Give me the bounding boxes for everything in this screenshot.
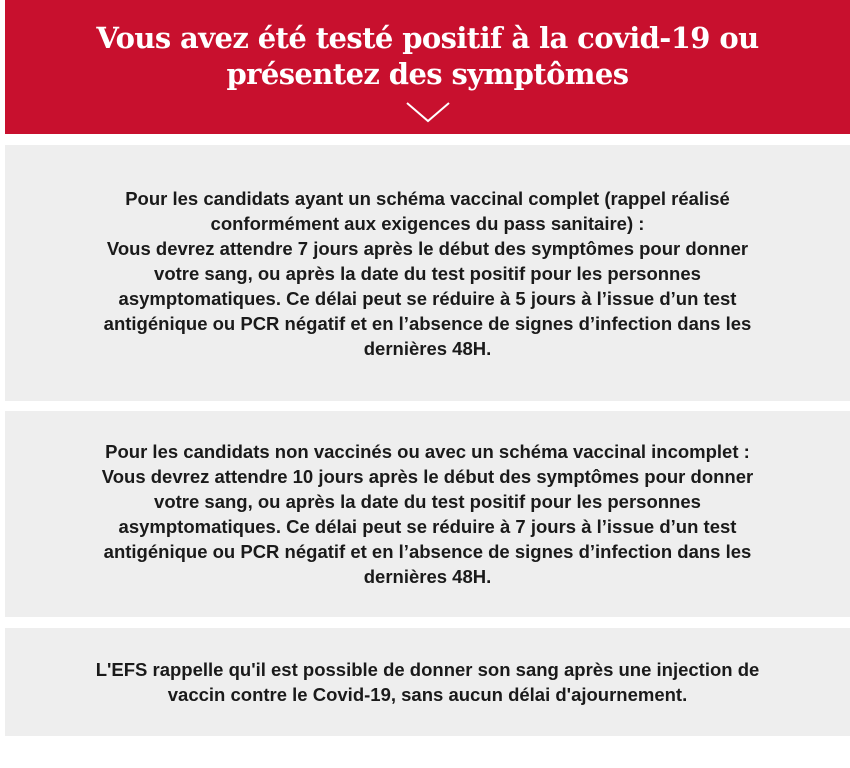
text-line: asymptomatiques. Ce délai peut se réduire à 7 jours à l’issue d’un test	[118, 516, 737, 537]
info-text	[102, 439, 753, 589]
info-card-efs-reminder	[5, 628, 850, 736]
text-line: dernières 48H.	[363, 337, 492, 359]
title-line: Vous avez été testé positif à la covid-19 ou	[96, 21, 759, 55]
text-line: antigénique ou PCR négatif et en l’absence de signes d’infection dans les	[103, 312, 752, 334]
info-card-fully-vaccinated	[5, 145, 850, 401]
text-line: antigénique ou PCR négatif et en l’absence de signes d’infection dans les	[103, 541, 752, 562]
text-line: Vous devrez attendre 10 jours après le début des symptômes pour donner	[101, 466, 754, 487]
info-text	[96, 657, 760, 707]
text-line: dernières 48H.	[363, 566, 492, 587]
text-line: Vous devrez attendre 7 jours après le début des symptômes pour donner	[106, 237, 749, 259]
text-line: vaccin contre le Covid-19, sans aucun délai d'ajournement.	[167, 684, 688, 705]
info-card-unvaccinated	[5, 411, 850, 617]
text-line: votre sang, ou après la date du test positif pour les personnes	[154, 491, 701, 512]
accordion-header[interactable]	[5, 0, 850, 134]
text-line: votre sang, ou après la date du test positif pour les personnes	[154, 262, 701, 284]
text-line: L'EFS rappelle qu'il est possible de donner son sang après une injection de	[95, 659, 760, 680]
title-line: présentez des symptômes	[226, 57, 629, 91]
text-line: Pour les candidats non vaccinés ou avec un schéma vaccinal incomplet :	[105, 441, 750, 462]
chevron-down-icon[interactable]	[405, 100, 451, 124]
text-line: conformément aux exigences du pass sanitaire) :	[210, 212, 645, 234]
info-text	[104, 186, 752, 361]
accordion-title	[5, 20, 850, 92]
text-line: asymptomatiques. Ce délai peut se réduire à 5 jours à l’issue d’un test	[118, 287, 737, 309]
text-line: Pour les candidats ayant un schéma vaccinal complet (rappel réalisé	[125, 187, 730, 209]
